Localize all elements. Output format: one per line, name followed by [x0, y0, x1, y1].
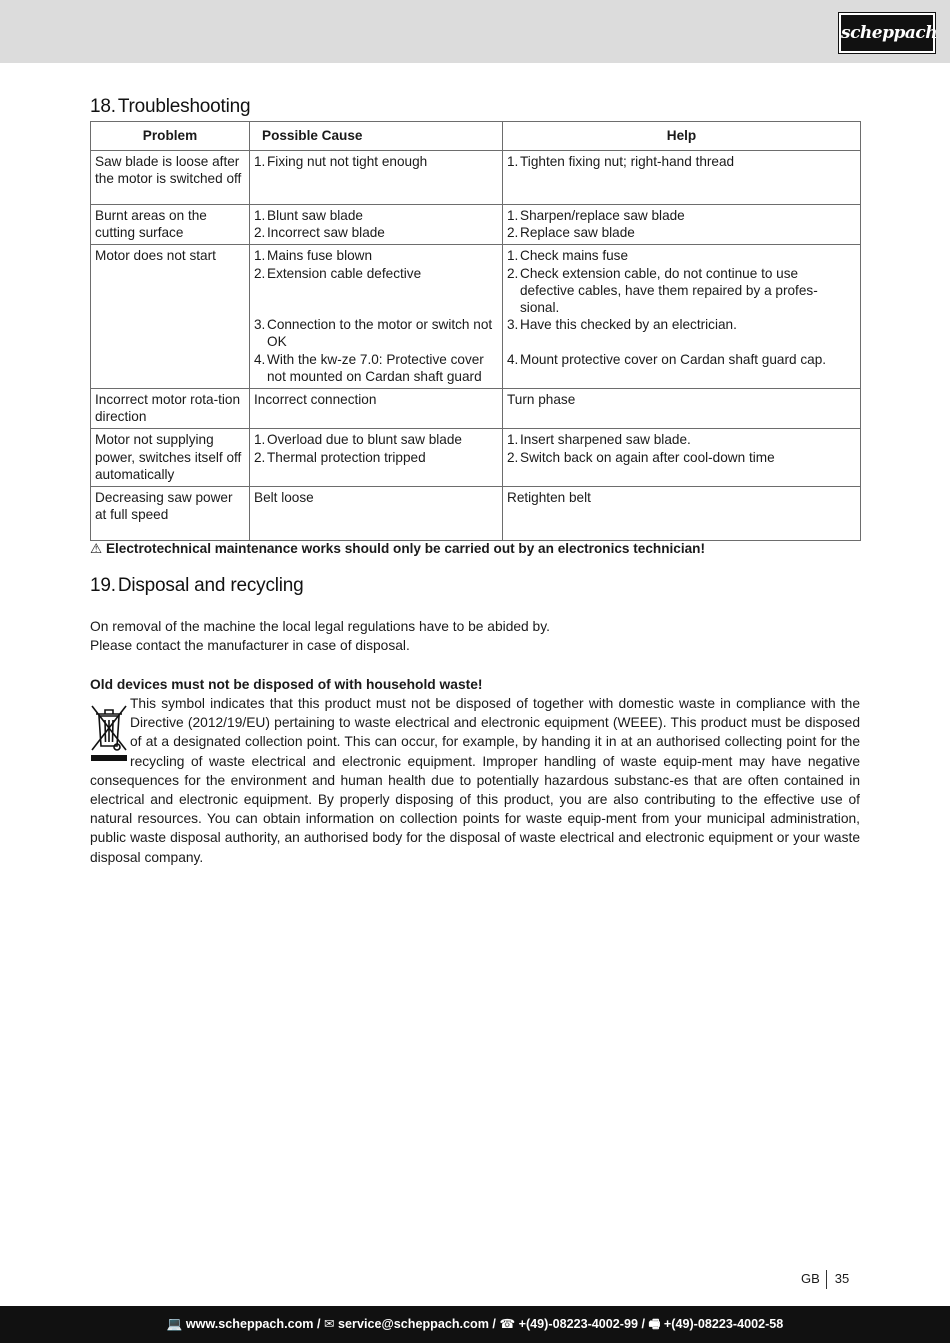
item-text: Overload due to blunt saw blade	[267, 432, 462, 448]
item-text: Mount protective cover on Cardan shaft guard cap.	[520, 351, 827, 367]
section-title: Disposal and recycling	[117, 575, 304, 596]
disposal-line-2: Please contact the manufacturer in case of disposal.	[90, 638, 410, 653]
problem-cell: Decreasing saw power at full speed	[91, 487, 250, 541]
item-number: 1.	[507, 248, 519, 264]
item-text: Thermal protection tripped	[267, 449, 426, 465]
item-text: Fixing nut not tight enough	[267, 154, 428, 169]
help-cell	[503, 245, 861, 389]
list-item	[507, 207, 856, 224]
list-item	[507, 153, 856, 170]
list-item	[254, 247, 498, 264]
cause-cell: Incorrect connection	[250, 389, 503, 429]
item-text: Check mains fuse	[520, 248, 629, 264]
item-number: 1.	[507, 154, 519, 169]
weee-paragraph	[90, 694, 860, 867]
list-item	[507, 265, 856, 317]
cause-list	[254, 247, 498, 385]
item-text: Blunt saw blade	[267, 208, 363, 223]
disposal-line-1: On removal of the machine the local legal regulations have to be abided by.	[90, 619, 550, 634]
list-item	[507, 224, 856, 241]
list-item	[254, 207, 498, 224]
help-cell	[503, 205, 861, 245]
page-separator	[826, 1270, 827, 1289]
warning-icon: ⚠	[90, 541, 103, 556]
item-number: 2.	[507, 449, 519, 465]
list-item	[254, 224, 498, 241]
help-cell	[503, 151, 861, 205]
table-row	[91, 487, 861, 541]
list-item	[507, 449, 856, 466]
help-cell	[503, 429, 861, 487]
help-list	[507, 247, 856, 367]
section-number: 19.	[90, 575, 116, 596]
item-number: 2.	[254, 225, 266, 241]
table-row	[91, 389, 861, 429]
troubleshooting-table	[90, 121, 861, 541]
cause-cell	[250, 151, 503, 205]
item-number: 4.	[507, 351, 519, 367]
cause-list	[254, 153, 498, 170]
cause-cell	[250, 205, 503, 245]
item-text: Check extension cable, do not continue to use defective cables, have them repaired by a profes-sional.	[520, 265, 818, 316]
item-number: 3.	[507, 317, 519, 333]
list-item	[254, 153, 498, 170]
cause-cell: Belt loose	[250, 487, 503, 541]
header-problem: Problem	[91, 122, 250, 151]
item-number: 1.	[254, 432, 266, 448]
item-number: 2.	[507, 265, 519, 281]
footer-separator: /	[638, 1317, 649, 1331]
item-number: 1.	[254, 154, 266, 169]
list-item	[254, 449, 498, 466]
help-list	[507, 431, 856, 465]
problem-cell: Motor not supplying power, switches itself off automatically	[91, 429, 250, 487]
help-cell: Retighten belt	[503, 487, 861, 541]
section-19-heading	[90, 575, 304, 597]
phone-icon: ☎	[499, 1317, 516, 1331]
help-list	[507, 207, 856, 241]
help-list	[507, 153, 856, 170]
item-number: 2.	[254, 449, 266, 465]
top-header-bar	[0, 0, 950, 63]
table-row	[91, 245, 861, 389]
list-item	[507, 247, 856, 264]
household-waste-heading: Old devices must not be disposed of with household waste!	[90, 677, 483, 692]
computer-icon: 💻	[166, 1317, 183, 1331]
phone-number[interactable]: +(49)-08223-4002-99	[518, 1317, 639, 1331]
cause-cell	[250, 245, 503, 389]
item-number: 2.	[507, 225, 519, 241]
fax-icon: 🖷	[648, 1317, 661, 1331]
item-text: Replace saw blade	[520, 225, 635, 241]
item-text: Mains fuse blown	[267, 248, 373, 264]
table-row	[91, 429, 861, 487]
problem-cell: Motor does not start	[91, 245, 250, 389]
item-number: 1.	[507, 432, 519, 448]
item-number: 4.	[254, 351, 266, 367]
contact-footer	[0, 1306, 950, 1343]
header-help: Help	[503, 122, 861, 151]
website-link[interactable]: www.scheppach.com	[185, 1317, 314, 1331]
mail-icon: ✉	[323, 1317, 335, 1331]
cause-list	[254, 431, 498, 465]
list-item	[507, 351, 856, 368]
item-text: Insert sharpened saw blade.	[520, 432, 691, 448]
electrotechnical-warning	[90, 541, 705, 557]
list-item	[254, 265, 498, 317]
item-number: 1.	[507, 208, 519, 223]
help-cell: Turn phase	[503, 389, 861, 429]
item-text: Sharpen/replace saw blade	[520, 208, 685, 223]
problem-cell: Saw blade is loose after the motor is switched off	[91, 151, 250, 205]
list-item	[507, 431, 856, 448]
list-item	[254, 316, 498, 350]
section-title: Troubleshooting	[117, 96, 251, 117]
header-possible-cause: Possible Cause	[250, 122, 503, 151]
table-header-row	[91, 122, 861, 151]
list-item	[254, 431, 498, 448]
table-row	[91, 205, 861, 245]
item-text: Have this checked by an electrician.	[520, 317, 737, 333]
footer-separator: /	[313, 1317, 324, 1331]
item-text: Connection to the motor or switch not OK	[267, 317, 493, 350]
section-18-heading	[90, 96, 250, 118]
item-text: With the kw-ze 7.0: Protective cover not mounted on Cardan shaft guard	[267, 351, 484, 384]
cause-cell	[250, 429, 503, 487]
list-item	[254, 351, 498, 385]
list-item	[507, 316, 856, 350]
item-number: 2.	[254, 265, 266, 281]
section-number: 18.	[90, 96, 116, 117]
warning-text: Electrotechnical maintenance works should only be carried out by an electronics technician!	[105, 541, 706, 556]
weee-text: This symbol indicates that this product must not be disposed of together with domestic waste in compliance with the Directive (2012/19/EU) pertaining to waste electrical and electronic equipment (WEEE). This product must be disposed of at a designated collection point. This can occur, for example, by handing it in at an authorised collecting point for the recycling of waste electrical and electronic equipment. Improper handling of waste equip-ment may have negative consequences for the environment and human health due to potentially hazardous substanc-es that are often contained in electrical and electronic equipment. By properly disposing of this product, you are also contributing to the effective use of natural resources. You can obtain information on collection points for waste equip-ment from your municipal administration, public waste disposal authority, an authorised body for the disposal of waste electrical and electronic equipment or your waste disposal company.	[90, 696, 860, 865]
item-text: Incorrect saw blade	[267, 225, 385, 241]
footer-separator: /	[488, 1317, 500, 1331]
crossed-out-bin-icon	[90, 702, 128, 766]
item-number: 1.	[254, 208, 266, 223]
language-code: GB	[801, 1270, 820, 1286]
table-row	[91, 151, 861, 205]
service-email-link[interactable]: service@scheppach.com	[338, 1317, 489, 1331]
item-text: Switch back on again after cool-down time	[520, 449, 775, 465]
cause-list	[254, 207, 498, 241]
item-number: 1.	[254, 248, 266, 264]
item-text: Tighten fixing nut; right-hand thread	[520, 154, 735, 169]
item-number: 3.	[254, 317, 266, 333]
problem-cell: Incorrect motor rota-tion direction	[91, 389, 250, 429]
scheppach-logo: scheppach	[839, 13, 935, 53]
problem-cell: Burnt areas on the cutting surface	[91, 205, 250, 245]
fax-number: +(49)-08223-4002-58	[663, 1317, 784, 1331]
page-number-marker	[801, 1270, 849, 1289]
item-text: Extension cable defective	[267, 265, 422, 281]
page-number: 35	[834, 1270, 850, 1286]
